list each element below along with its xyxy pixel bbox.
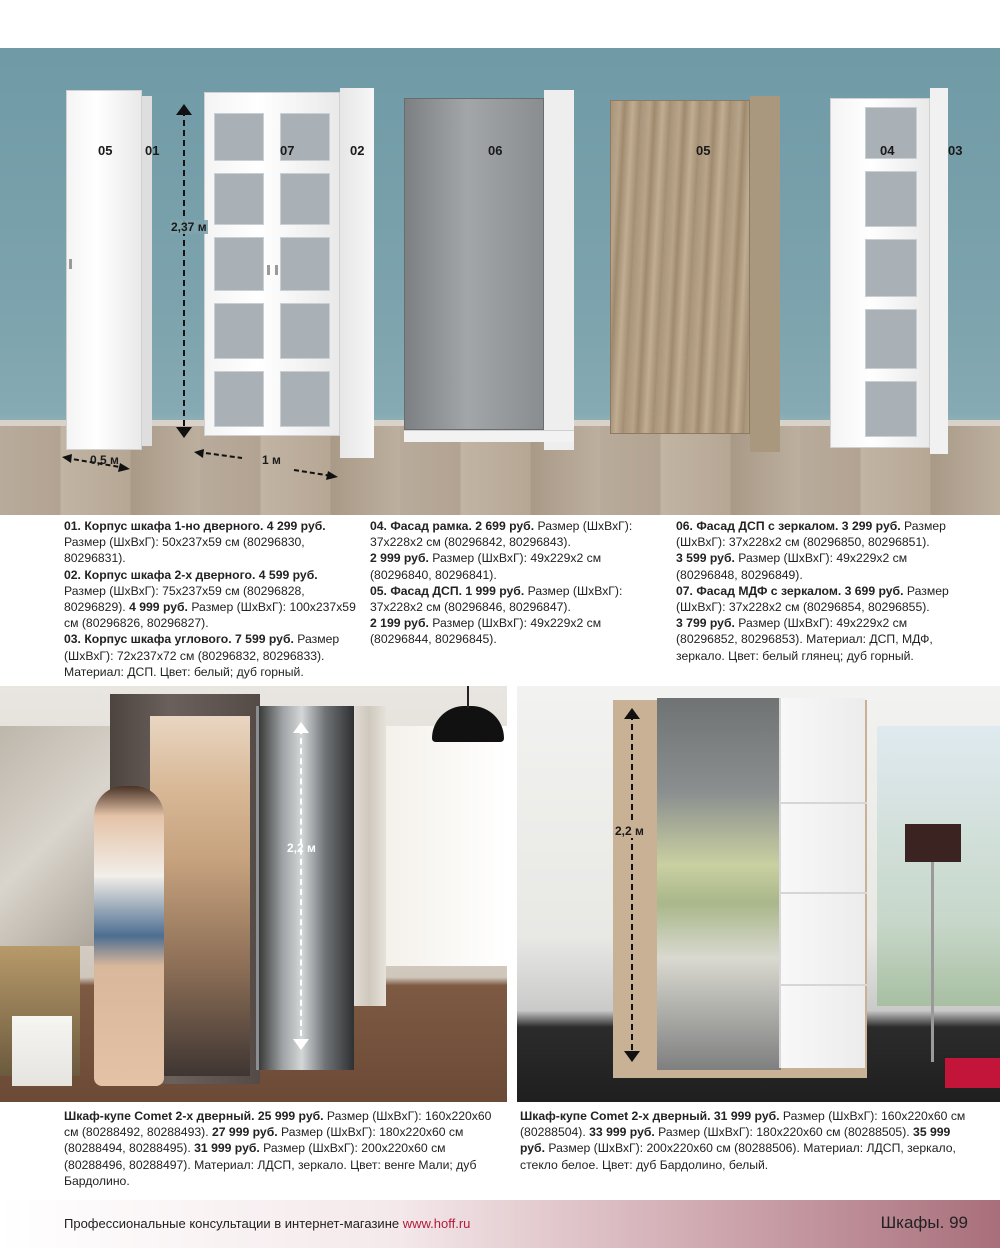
height-dimension-label: 2,37 м (171, 220, 207, 234)
photo-wardrobe-venge (0, 686, 507, 1102)
wardrobe-grey-facade (404, 98, 544, 430)
product-price: 3 599 руб. (676, 551, 735, 566)
wardrobe-grey-base (404, 430, 574, 442)
product-price: 33 999 руб. (589, 1125, 655, 1140)
product-title: 04. Фасад рамка. 2 699 руб. (370, 519, 535, 533)
height-dimension-line (183, 110, 185, 436)
window-light (372, 726, 507, 966)
product-specs: Размер (ШхВхГ): 200х220х60 см (80288506). Материал: ЛДСП, зеркало, стекло белое. Цвет: дуб Бардолино, белый. (520, 1141, 956, 1172)
caption-right (520, 1108, 968, 1173)
product-specs: Размер (ШхВхГ): 49х229х2 см (80296840, 80296841). (370, 551, 602, 582)
item-number-label: 05 (98, 143, 113, 158)
product-title: 03. Корпус шкафа углового. 7 599 руб. (64, 632, 294, 647)
item-number-label: 05 (696, 143, 711, 158)
window (877, 726, 1000, 1006)
product-title: 07. Фасад МДФ с зеркалом. 3 699 руб. (676, 583, 904, 598)
red-pillow (945, 1058, 1000, 1088)
product-specs: Размер (ШхВхГ): 180х220х60 см (80288494, 80288495). (64, 1125, 464, 1156)
product-specs: Размер (ШхВхГ): 37х228х2 см (80296842, 80296843). (370, 519, 633, 550)
wardrobe-interior (150, 716, 250, 1076)
item-number-label: 02 (350, 143, 365, 158)
door-divider (781, 984, 867, 986)
item-number-label: 01 (145, 143, 160, 158)
page-footer (0, 1200, 1000, 1248)
product-price: 27 999 руб. (211, 1125, 278, 1140)
product-specs: Размер (ШхВхГ): 100х237х59 см (80296826, 80296827). (64, 600, 356, 631)
product-price: 3 799 руб. (676, 616, 735, 631)
caption-left (64, 1108, 494, 1189)
height-dimension-line (300, 728, 302, 1046)
product-specs: Размер (ШхВхГ): 49х229х2 см (80296848, 80296849). (676, 551, 908, 582)
door-divider (781, 892, 867, 894)
wardrobe-grey-side (544, 90, 574, 450)
product-title: 05. Фасад ДСП. 1 999 руб. (370, 583, 525, 598)
mirror-panel (280, 237, 330, 291)
wardrobe-oak-side (750, 96, 780, 452)
white-door (779, 698, 865, 1068)
wardrobe-oak-facade (610, 100, 750, 434)
product-price: 35 999 руб. (520, 1125, 951, 1156)
lamp-cord (467, 686, 469, 708)
arrow-up-icon (176, 104, 192, 116)
width-dimension-label: 1 м (262, 453, 281, 467)
product-title: Шкаф-купе Comet 2-х дверный. 25 999 руб. (64, 1109, 324, 1123)
mirror-panel (280, 173, 330, 225)
door-divider (781, 802, 867, 804)
mirror-panel (865, 171, 917, 227)
mirror-door (256, 706, 354, 1070)
arrow-down-icon (176, 426, 192, 438)
vases (12, 1016, 72, 1086)
product-price: 2 199 руб. (370, 616, 429, 631)
mirror-panel (214, 113, 264, 161)
item-number-label: 03 (948, 143, 963, 158)
handle (69, 259, 72, 269)
arrow-down-icon (624, 1050, 640, 1062)
footer-text: Профессиональные консультации в интернет-магазине (64, 1216, 403, 1231)
product-specs: Размер (ШхВхГ): 49х229х2 см (80296844, 80296845). (370, 616, 602, 647)
product-specs: Размер (ШхВхГ): 50х237х59 см (80296830, 80296831). (64, 535, 305, 566)
model-person (94, 786, 164, 1086)
height-dimension-label: 2,2 м (287, 841, 316, 855)
mirror-panel (280, 303, 330, 359)
pendant-lamp (432, 706, 504, 742)
wardrobe-corner-side (930, 88, 948, 454)
floor-lamp (905, 824, 961, 862)
product-title: 06. Фасад ДСП с зеркалом. 3 299 руб. (676, 519, 901, 533)
mirror-panel (214, 173, 264, 225)
website-link[interactable]: www.hoff.ru (402, 1216, 471, 1231)
product-specs: Размер (ШхВхГ): 200х220х60 см (80288496, 80288497). Материал: ЛДСП, зеркало. Цвет: венге Мали; дуб Бардолино. (64, 1141, 477, 1188)
floor-lamp-pole (931, 862, 934, 1062)
mirror-panel (865, 309, 917, 369)
mirror-panel (214, 237, 264, 291)
product-specs: Размер (ШхВхГ): 160х220х60 см (80288492, 80288493). (64, 1109, 492, 1140)
product-title: 02. Корпус шкафа 2-х дверного. 4 599 руб. (64, 567, 318, 582)
product-specs: Размер (ШхВхГ): 160х220х60 см (80288504). (520, 1109, 966, 1140)
product-specs: Размер (ШхВхГ): 49х229х2 см (80296852, 80296853). Материал: ДСП, МДФ, зеркало. Цвет: белый глянец; дуб горный. (676, 616, 933, 663)
product-price: 2 999 руб. (370, 551, 429, 566)
wardrobe-two-door-frame (204, 92, 340, 436)
mirror-panel (865, 381, 917, 437)
mirror-panel (280, 371, 330, 427)
description-column-3 (676, 518, 968, 664)
item-number-label: 07 (280, 143, 295, 158)
product-specs: Размер (ШхВхГ): 75х237х59 см (80296828, 80296829). (64, 583, 305, 615)
photo-wardrobe-oak (517, 686, 1000, 1102)
handle (267, 265, 270, 275)
product-specs: Размер (ШхВхГ): 180х220х60 см (80288505). (658, 1125, 910, 1140)
item-number-label: 04 (880, 143, 895, 158)
product-specs: Размер (ШхВхГ): 37х228х2 см (80296850, 80296851). (676, 519, 946, 550)
mirror-door (657, 698, 781, 1070)
arrow-up-icon (293, 722, 309, 734)
height-dimension-line (631, 714, 633, 1060)
mirror-panel (865, 239, 917, 297)
mirror-panel (214, 371, 264, 427)
footer-note (64, 1216, 470, 1231)
item-number-label: 06 (488, 143, 503, 158)
product-price: 31 999 руб. (194, 1141, 260, 1156)
arrow-down-icon (293, 1038, 309, 1050)
mirror-panel (214, 303, 264, 359)
height-dimension-label: 2,2 м (615, 824, 644, 838)
depth-dimension-label: 0,5 м (90, 453, 119, 467)
description-column-1 (64, 518, 356, 680)
top-product-photo (0, 48, 1000, 515)
description-column-2 (370, 518, 662, 648)
product-title: 01. Корпус шкафа 1-но дверного. 4 299 руб. (64, 519, 326, 533)
handle (275, 265, 278, 275)
product-specs: Размер (ШхВхГ): 37х228х2 см (80296846, 80296847). (370, 583, 623, 615)
product-title: Шкаф-купе Comet 2-х дверный. 31 999 руб. (520, 1109, 780, 1123)
arrow-up-icon (624, 708, 640, 720)
product-specs: Размер (ШхВхГ): 72х237х72 см (80296832, 80296833). Материал: ДСП. Цвет: белый; дуб горный. (64, 632, 340, 679)
page-number: Шкафы. 99 (880, 1213, 968, 1232)
curtain (352, 706, 386, 1006)
product-price: 4 999 руб. (129, 600, 188, 615)
product-specs: Размер (ШхВхГ): 37х228х2 см (80296854, 80296855). (676, 583, 949, 615)
